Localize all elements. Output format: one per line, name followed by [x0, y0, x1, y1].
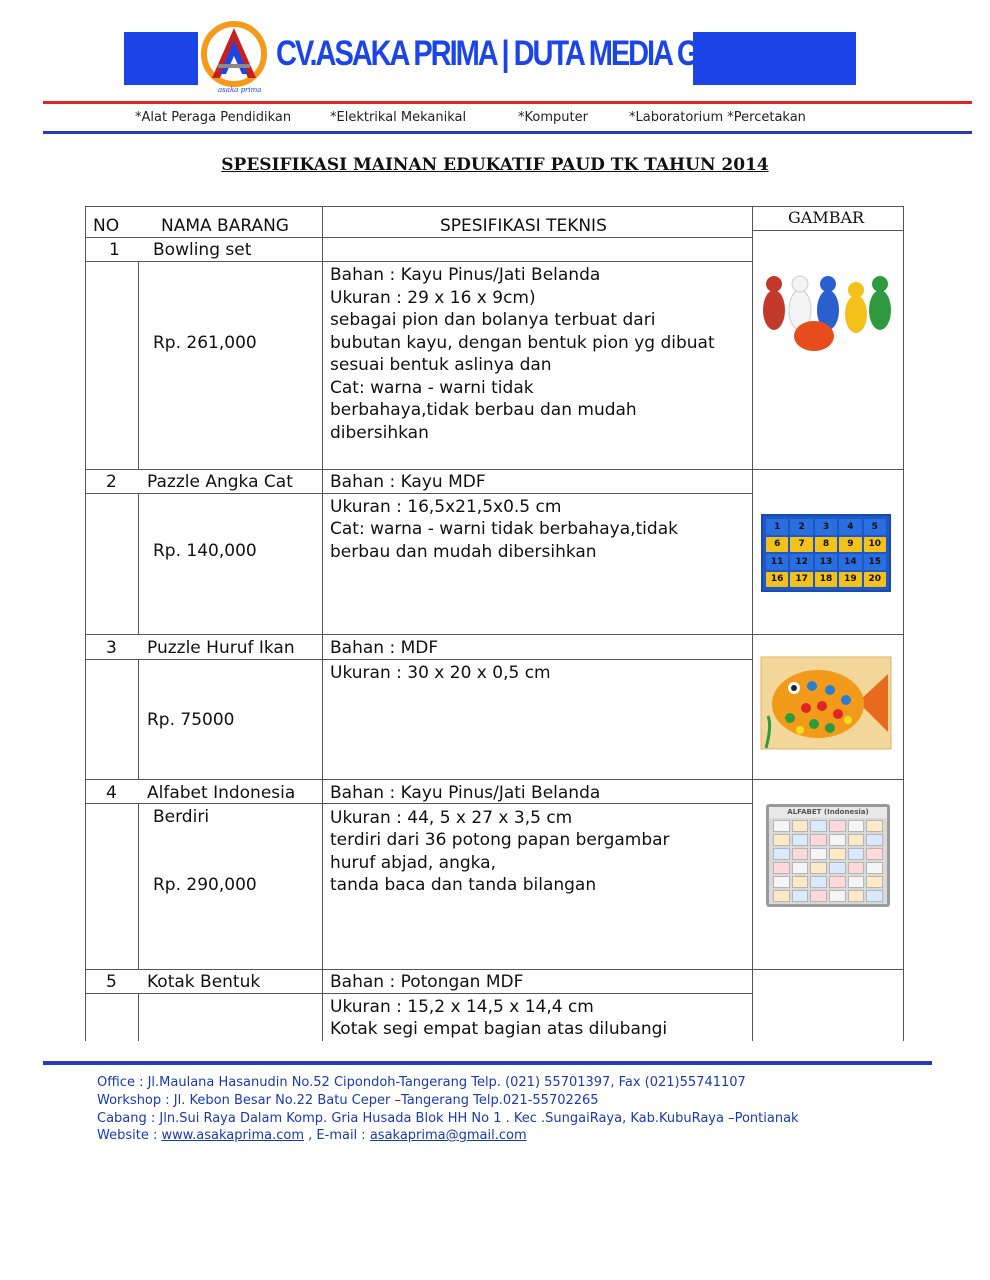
- row1-price: Rp. 261,000: [153, 333, 257, 353]
- board-tile: [848, 862, 865, 874]
- board-tile: [810, 876, 827, 888]
- row4-name-line2: Berdiri: [153, 807, 210, 827]
- header-blue-rule: [43, 131, 972, 134]
- puzzle-tile: 15: [864, 554, 886, 570]
- row1-spec: Bahan : Kayu Pinus/Jati Belanda Ukuran : 29 x 16 x 9cm) sebagai pion dan bolanya terbuat dari bubutan kayu, dengan bentuk pion yg dibuat sesuai bentuk aslinya dan Cat: warna - warni tidak berbahaya,tidak berbau dan mudah dibersihkan: [330, 265, 715, 443]
- puzzle-tile: 8: [815, 537, 837, 553]
- board-tile: [848, 848, 865, 860]
- row4-no: 4: [106, 783, 117, 803]
- row5-spec: Bahan : Potongan MDF Ukuran : 15,2 x 14,5 x 14,4 cm Kotak segi empat bagian atas dilubangi: [330, 972, 668, 1039]
- board-tile: [866, 862, 883, 874]
- board-tile: [810, 848, 827, 860]
- board-tile: [773, 848, 790, 860]
- board-tile: [848, 834, 865, 846]
- puzzle-tile: 19: [839, 572, 861, 588]
- puzzle-tile: 17: [790, 572, 812, 588]
- board-tile: [829, 820, 846, 832]
- board-tile: [773, 876, 790, 888]
- board-tile: [792, 876, 809, 888]
- company-name: CV.ASAKA PRIMA | DUTA MEDIA GROUP: [276, 34, 774, 73]
- alphabet-board-title: ALFABET (Indonesia): [769, 807, 887, 818]
- board-tile: [810, 834, 827, 846]
- board-tile: [848, 820, 865, 832]
- logo-caption: asaka prima: [218, 86, 262, 94]
- row5-no: 5: [106, 972, 117, 992]
- alphabet-board-image: [766, 804, 890, 907]
- board-tile: [792, 848, 809, 860]
- board-tile: [810, 862, 827, 874]
- board-row: [773, 862, 883, 874]
- board-tile: [773, 862, 790, 874]
- board-tile: [792, 862, 809, 874]
- header-spesifikasi: SPESIFIKASI TEKNIS: [440, 216, 607, 236]
- header-no: NO: [93, 216, 120, 236]
- board-tile: [829, 848, 846, 860]
- puzzle-tile: 10: [864, 537, 886, 553]
- row5-name: Kotak Bentuk: [147, 972, 261, 992]
- puzzle-tile: 6: [766, 537, 788, 553]
- puzzle-tile: 9: [839, 537, 861, 553]
- puzzle-tile: 4: [839, 519, 861, 535]
- board-tile: [792, 834, 809, 846]
- row2-name: Pazzle Angka Cat: [147, 472, 293, 492]
- row2-price: Rp. 140,000: [153, 541, 257, 561]
- board-tile: [866, 876, 883, 888]
- board-tile: [866, 834, 883, 846]
- row2-no: 2: [106, 472, 117, 492]
- puzzle-tile: 20: [864, 572, 886, 588]
- puzzle-tile: 16: [766, 572, 788, 588]
- email-link[interactable]: asakaprima@gmail.com: [369, 1128, 527, 1143]
- board-tile: [829, 834, 846, 846]
- board-tile: [773, 834, 790, 846]
- puzzle-tile: 1: [766, 519, 788, 535]
- puzzle-tile: 3: [815, 519, 837, 535]
- row2-spec: Bahan : Kayu MDF Ukuran : 16,5x21,5x0.5 cm Cat: warna - warni tidak berbahaya,tidak berbau dan mudah dibersihkan: [330, 472, 678, 562]
- board-tile: [810, 890, 827, 902]
- bowling-set-image: [760, 270, 894, 356]
- board-row: [773, 848, 883, 860]
- puzzle-tile: 11: [766, 554, 788, 570]
- board-tile: [866, 820, 883, 832]
- board-row: [773, 890, 883, 902]
- puzzle-tile: 2: [790, 519, 812, 535]
- footer-office: Office : Jl.Maulana Hasanudin No.52 Cipondoh-Tangerang Telp. (021) 55701397, Fax (021)55741107: [97, 1075, 746, 1090]
- footer-workshop: Workshop : Jl. Kebon Besar No.22 Batu Ceper –Tangerang Telp.021-55702265: [97, 1093, 599, 1108]
- board-tile: [848, 890, 865, 902]
- board-row: [773, 876, 883, 888]
- footer-cabang: Cabang : Jln.Sui Raya Dalam Komp. Gria Husada Blok HH No 1 . Kec .SungaiRaya, Kab.KubuRaya –Pontianak: [97, 1111, 799, 1126]
- board-tile: [773, 890, 790, 902]
- puzzle-tile: 14: [839, 554, 861, 570]
- number-puzzle-image: [761, 514, 891, 592]
- puzzle-tile: 13: [815, 554, 837, 570]
- row4-price: Rp. 290,000: [153, 875, 257, 895]
- board-row: [773, 834, 883, 846]
- fish-puzzle-image: [760, 656, 892, 750]
- board-tile: [810, 820, 827, 832]
- tagline-komputer: *Komputer: [518, 110, 588, 125]
- tagline-alat-peraga: *Alat Peraga Pendidikan: [135, 110, 292, 125]
- puzzle-tile: 12: [790, 554, 812, 570]
- board-tile: [829, 890, 846, 902]
- puzzle-tile: 18: [815, 572, 837, 588]
- row3-spec: Bahan : MDF Ukuran : 30 x 20 x 0,5 cm: [330, 638, 551, 683]
- board-tile: [792, 890, 809, 902]
- row3-no: 3: [106, 638, 117, 658]
- row1-no: 1: [109, 240, 120, 260]
- board-tile: [848, 876, 865, 888]
- tagline-elektrikal: *Elektrikal Mekanikal: [330, 110, 467, 125]
- header-blue-block-left: [124, 32, 198, 85]
- row3-price: Rp. 75000: [147, 710, 235, 730]
- tagline-laboratorium: *Laboratorium *Percetakan: [629, 110, 806, 125]
- footer-blue-rule: [43, 1061, 932, 1065]
- website-link[interactable]: www.asakaprima.com: [161, 1128, 305, 1143]
- row4-spec: Bahan : Kayu Pinus/Jati Belanda Ukuran : 44, 5 x 27 x 3,5 cm terdiri dari 36 potong papan bergambar huruf abjad, angka, tanda baca dan tanda bilangan: [330, 783, 670, 895]
- row1-name: Bowling set: [153, 240, 252, 260]
- header-red-rule: [43, 101, 972, 104]
- board-tile: [829, 862, 846, 874]
- header-gambar: GAMBAR: [788, 208, 865, 227]
- document-title: SPESIFIKASI MAINAN EDUKATIF PAUD TK TAHUN 2014: [221, 155, 769, 175]
- footer-contact: Website : www.asakaprima.com , E-mail : asakaprima@gmail.com: [97, 1128, 527, 1143]
- puzzle-tile: 7: [790, 537, 812, 553]
- board-tile: [792, 820, 809, 832]
- board-tile: [773, 820, 790, 832]
- row3-name: Puzzle Huruf Ikan: [147, 638, 295, 658]
- puzzle-tile: 5: [864, 519, 886, 535]
- board-tile: [866, 848, 883, 860]
- board-row: [773, 820, 883, 832]
- row4-name: Alfabet Indonesia: [147, 783, 296, 803]
- header-nama-barang: NAMA BARANG: [161, 216, 289, 236]
- board-tile: [866, 890, 883, 902]
- board-tile: [829, 876, 846, 888]
